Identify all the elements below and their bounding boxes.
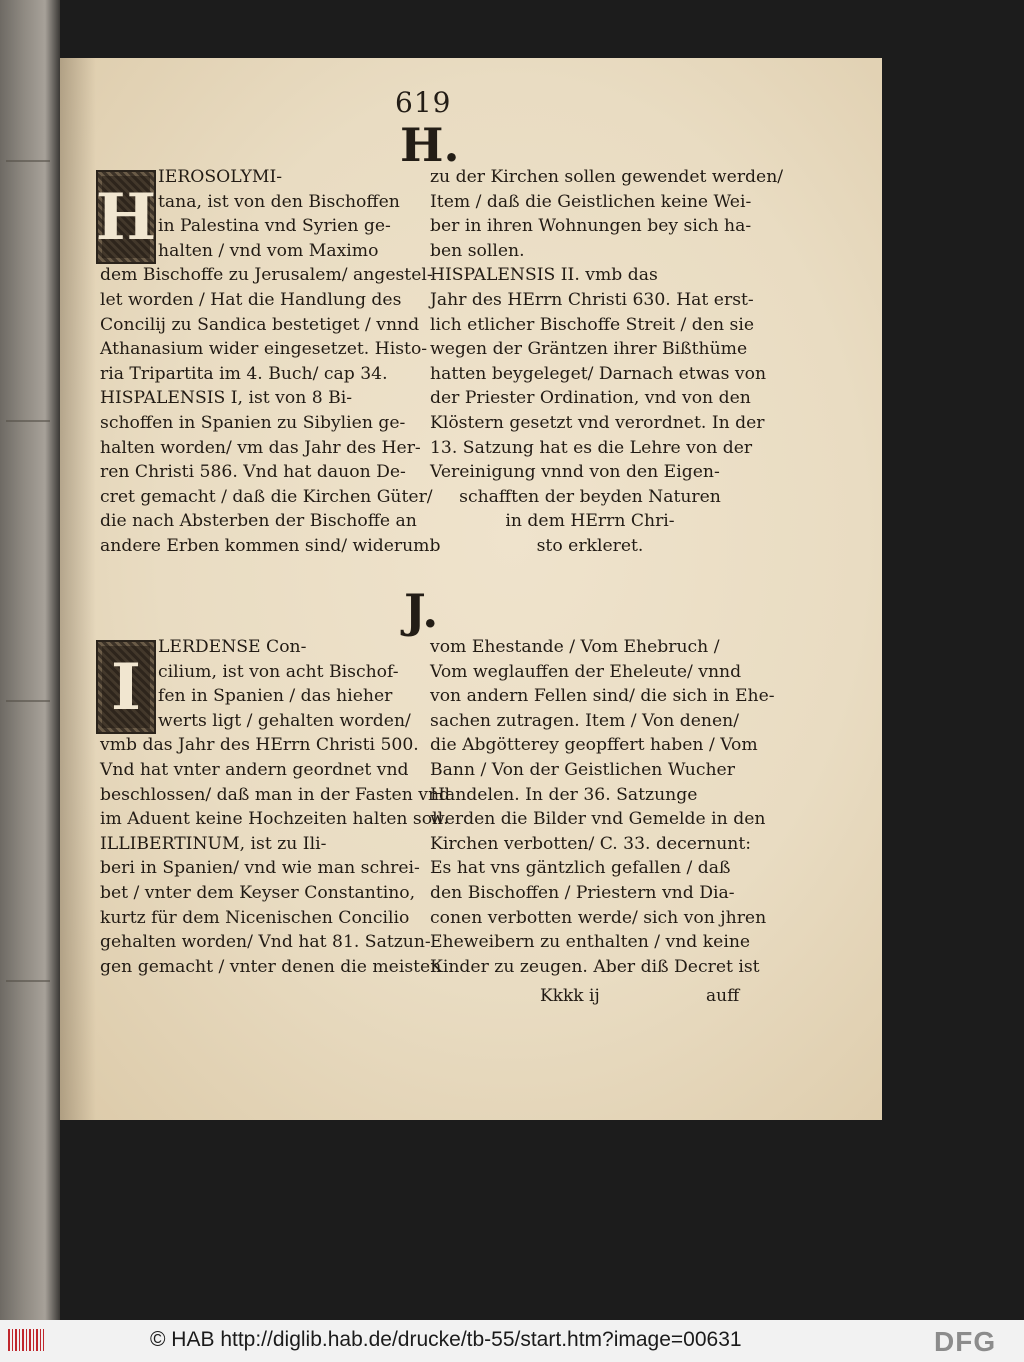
- section-h-right-column: [430, 165, 784, 559]
- text-line: cret gemacht / daß die Kirchen Güter/: [100, 486, 433, 507]
- text-line: vmb das Jahr des HErrn Christi 500.: [100, 735, 419, 756]
- text-line: Vereinigung vnnd von den Eigen-: [430, 462, 720, 483]
- text-line: conen verbotten werde/ sich von jhren: [430, 907, 767, 928]
- barcode-icon: [8, 1329, 44, 1351]
- text-line: Handelen. In der 36. Satzunge: [430, 784, 698, 805]
- text-line: tana, ist von den Bischoffen: [158, 191, 400, 212]
- section-h-left-column: [100, 165, 441, 559]
- text-line: bet / vnter dem Keyser Constantino,: [100, 882, 416, 903]
- text-line: im Aduent keine Hochzeiten halten soll.: [100, 809, 449, 830]
- text-line: in Palestina vnd Syrien ge-: [158, 216, 391, 237]
- text-line: hatten beygeleget/ Darnach etwas von: [430, 363, 767, 384]
- text-line: von andern Fellen sind/ die sich in Ehe-: [430, 686, 775, 707]
- text-line: Bann / Von der Geistlichen Wucher: [430, 759, 735, 780]
- page-number: 619: [395, 86, 452, 119]
- text-line: sachen zutragen. Item / Von denen/: [430, 710, 740, 731]
- text-line: schoffen in Spanien zu Sibylien ge-: [100, 412, 406, 433]
- adjacent-page-edge: [0, 0, 60, 1320]
- text-line: gehalten worden/ Vnd hat 81. Satzun-: [100, 932, 431, 953]
- copyright-link[interactable]: © HAB http://diglib.hab.de/drucke/tb-55/start.htm?image=00631: [150, 1328, 742, 1351]
- section-heading-h: H.: [400, 118, 460, 172]
- decorated-initial-i: I: [96, 640, 156, 734]
- decorated-initial-h: H: [96, 170, 156, 264]
- text-line: werts ligt / gehalten worden/: [158, 710, 411, 731]
- section-i-left-column: [100, 635, 451, 979]
- text-line: IEROSOLYMI-: [158, 167, 283, 187]
- text-line: Klöstern gesetzt vnd verordnet. In der: [430, 412, 765, 433]
- text-line: Eheweibern zu enthalten / vnd keine: [430, 932, 751, 953]
- text-line: ria Tripartita im 4. Buch/ cap 34.: [100, 363, 388, 384]
- text-line: in dem HErrn Chri-: [505, 511, 675, 532]
- text-line: ren Christi 586. Vnd hat dauon De-: [100, 462, 406, 483]
- text-line: Vom weglauffen der Eheleute/ vnnd: [430, 661, 742, 682]
- section-heading-i: J.: [404, 584, 439, 638]
- text-line: dem Bischoffe zu Jerusalem/ angestel-: [100, 265, 433, 286]
- text-line: HISPALENSIS II. vmb das: [430, 265, 658, 286]
- text-line: Item / daß die Geistlichen keine Wei-: [430, 191, 752, 212]
- text-line: gen gemacht / vnter denen die meisten: [100, 956, 442, 977]
- text-line: schafften der beyden Naturen: [459, 486, 721, 507]
- text-line: Kirchen verbotten/ C. 33. decernunt:: [430, 833, 752, 854]
- text-line: zu der Kirchen sollen gewendet werden/: [430, 167, 784, 187]
- text-line: cilium, ist von acht Bischof-: [158, 661, 399, 682]
- text-line: beschlossen/ daß man in der Fasten vnd: [100, 784, 451, 805]
- text-line: beri in Spanien/ vnd wie man schrei-: [100, 858, 420, 879]
- text-line: vom Ehestande / Vom Ehebruch /: [430, 637, 720, 657]
- dfg-logo: DFG: [934, 1326, 997, 1357]
- text-line: sto erkleret.: [536, 535, 644, 556]
- signature-mark: Kkkk ij: [540, 986, 600, 1006]
- text-line: lich etlicher Bischoffe Streit / den sie: [430, 314, 754, 335]
- footer-bar: [0, 1320, 1024, 1362]
- text-line: halten / vnd vom Maximo: [158, 240, 379, 261]
- text-line: ber in ihren Wohnungen bey sich ha-: [430, 216, 752, 237]
- text-line: Athanasium wider eingesetzet. Histo-: [100, 339, 428, 360]
- text-line: kurtz für dem Nicenischen Concilio: [100, 907, 410, 928]
- section-i-right-column: [430, 635, 775, 979]
- text-line: die nach Absterben der Bischoffe an: [100, 511, 417, 532]
- text-line: LERDENSE Con-: [158, 637, 307, 657]
- text-line: fen in Spanien / das hieher: [158, 686, 393, 707]
- text-line: ben sollen.: [430, 240, 525, 261]
- text-line: Jahr des HErrn Christi 630. Hat erst-: [430, 289, 754, 310]
- text-line: werden die Bilder vnd Gemelde in den: [430, 809, 766, 830]
- text-line: die Abgötterey geopffert haben / Vom: [430, 735, 758, 756]
- text-line: HISPALENSIS I, ist von 8 Bi-: [100, 388, 353, 409]
- text-line: Concilij zu Sandica bestetiget / vnnd: [100, 314, 420, 335]
- text-line: halten worden/ vm das Jahr des Her-: [100, 437, 421, 458]
- text-line: den Bischoffen / Priestern vnd Dia-: [430, 882, 735, 903]
- text-line: ILLIBERTINUM, ist zu Ili-: [100, 833, 327, 854]
- text-line: wegen der Gräntzen ihrer Bißthüme: [430, 339, 748, 360]
- text-line: andere Erben kommen sind/ widerumb: [100, 535, 441, 556]
- text-line: 13. Satzung hat es die Lehre von der: [430, 437, 753, 458]
- text-line: Es hat vns gäntzlich gefallen / daß: [430, 858, 731, 879]
- text-line: Kinder zu zeugen. Aber diß Decret ist: [430, 956, 760, 977]
- text-line: Vnd hat vnter andern geordnet vnd: [100, 759, 409, 780]
- text-line: let worden / Hat die Handlung des: [100, 289, 402, 310]
- text-line: der Priester Ordination, vnd von den: [430, 388, 751, 409]
- catchword: auff: [706, 986, 740, 1006]
